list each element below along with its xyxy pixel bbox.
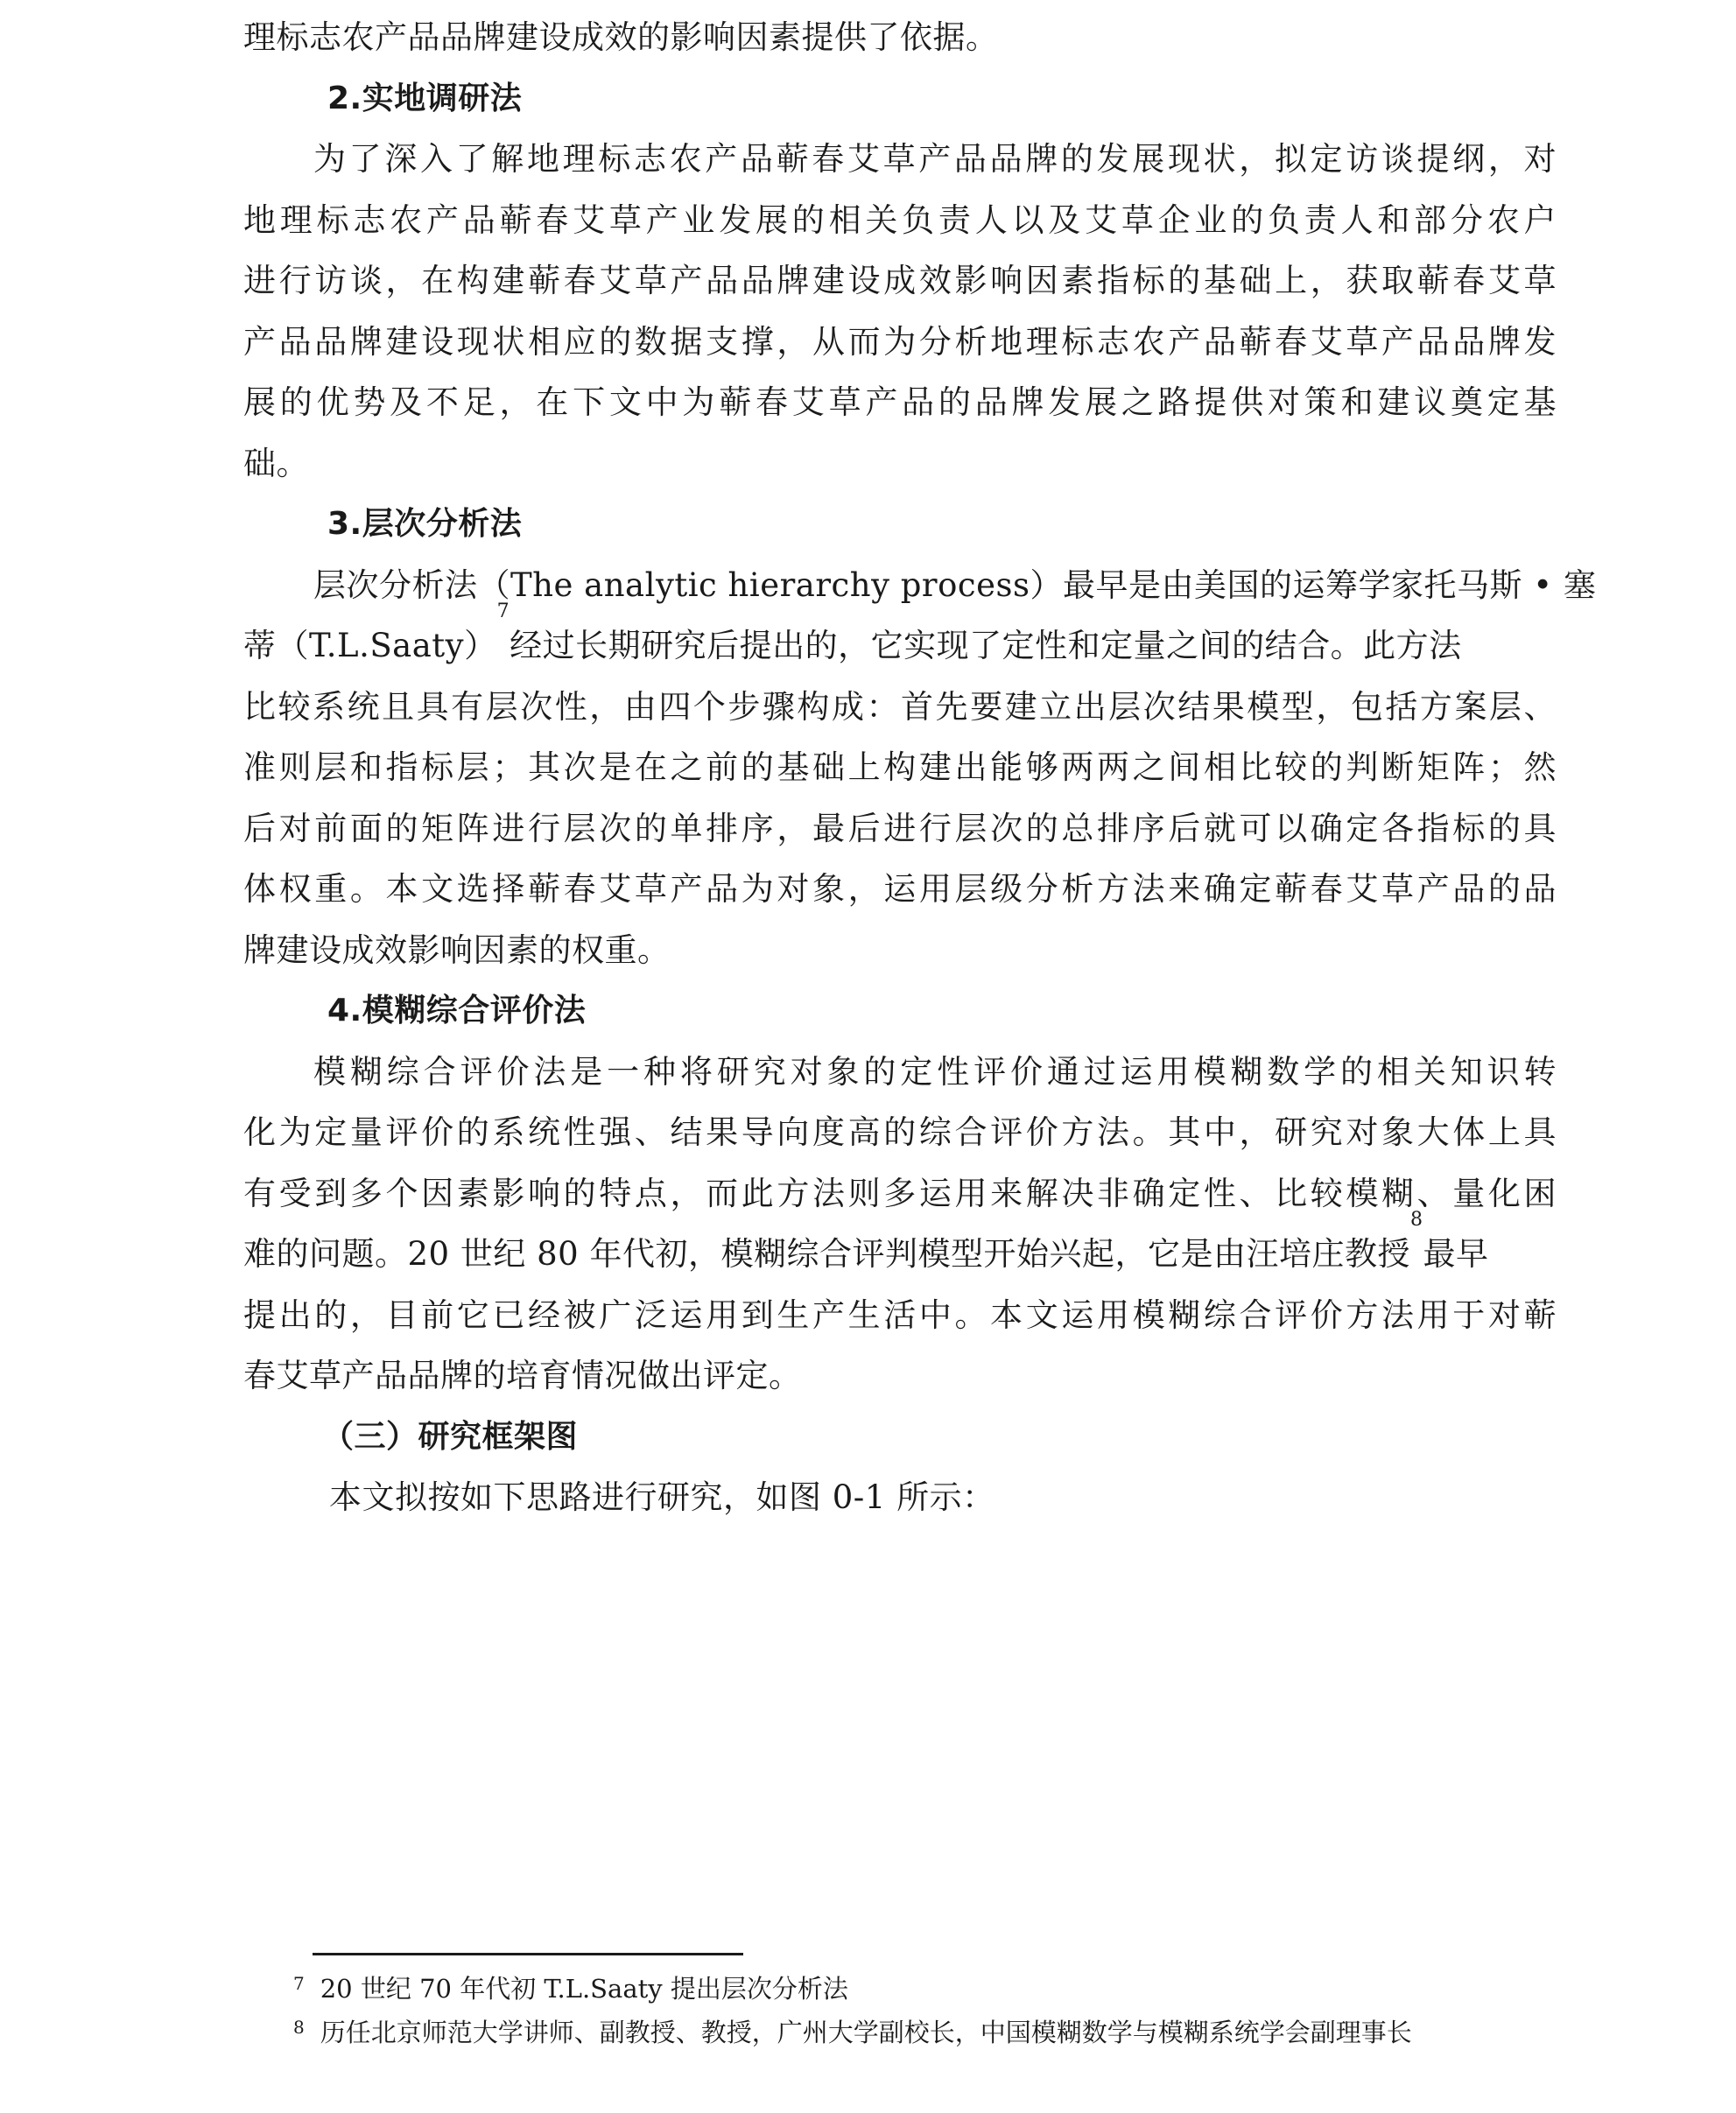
heading-ahp: 3.层次分析法 xyxy=(327,506,523,542)
paragraph-line: 层次分析法（The analytic hierarchy process）最早是由美国的运筹学家托马斯 • 塞 xyxy=(313,565,1597,604)
paragraph-line: 展的优势及不足，在下文中为蕲春艾草产品的品牌发展之路提供对策和建议奠定基 xyxy=(243,383,1557,421)
paragraph-line: 地理标志农产品蕲春艾草产业发展的相关负责人以及艾草企业的负责人和部分农户 xyxy=(243,200,1557,239)
text-span: 蒂（T.L.Saaty） xyxy=(243,627,497,664)
footnote-separator xyxy=(313,1953,743,1955)
text-span: 最早 xyxy=(1423,1235,1489,1273)
paragraph-line: 为了深入了解地理标志农产品蕲春艾草产品品牌的发展现状，拟定访谈提纲，对 xyxy=(313,140,1557,178)
paragraph-line: 化为定量评价的系统性强、结果导向度高的综合评价方法。其中，研究对象大体上具 xyxy=(243,1113,1557,1151)
body-text xyxy=(243,7,1597,1528)
footnote-7 xyxy=(293,1971,848,2006)
paragraph-line: 春艾草产品品牌的培育情况做出评定。 xyxy=(243,1357,802,1394)
footnote-8 xyxy=(293,2015,1412,2050)
paragraph-line: 提出的，目前它已经被广泛运用到生产生活中。本文运用模糊综合评价方法用于对蕲 xyxy=(243,1295,1557,1334)
paragraph-line: 进行访谈，在构建蕲春艾草产品品牌建设成效影响因素指标的基础上，获取蕲春艾草 xyxy=(243,262,1557,299)
footnote-ref-7: 7 xyxy=(496,600,510,622)
text-span: 难的问题。20 世纪 80 年代初，模糊综合评判模型开始兴起，它是由汪培庄教授 xyxy=(243,1235,1410,1273)
footnote-mark: 7 xyxy=(293,1973,305,1994)
paragraph-line: 比较系统且具有层次性，由四个步骤构成：首先要建立出层次结果模型，包括方案层、 xyxy=(243,687,1557,726)
paragraph-line: 产品品牌建设现状相应的数据支撑，从而为分析地理标志农产品蕲春艾草产品品牌发 xyxy=(243,322,1557,361)
paragraph-line: 后对前面的矩阵进行层次的单排序，最后进行层次的总排序后就可以确定各指标的具 xyxy=(243,809,1557,847)
paragraph-line: 有受到多个因素影响的特点，而此方法则多运用来解决非确定性、比较模糊、量化困 xyxy=(243,1174,1557,1212)
heading-research-framework: （三）研究框架图 xyxy=(322,1418,579,1455)
footnote-mark: 8 xyxy=(293,2017,305,2038)
paragraph-line: 模糊综合评价法是一种将研究对象的定性评价通过运用模糊数学的相关知识转 xyxy=(313,1052,1557,1091)
paragraph-line: 础。 xyxy=(243,444,309,482)
heading-field-research: 2.实地调研法 xyxy=(327,80,523,116)
paragraph-line: 牌建设成效影响因素的权重。 xyxy=(243,930,671,969)
paragraph-line xyxy=(243,1209,1557,1285)
text-span: 经过长期研究后提出的，它实现了定性和定量之间的结合。此方法 xyxy=(510,627,1462,664)
paragraph-line xyxy=(243,600,1557,677)
paragraph-line: 准则层和指标层；其次是在之前的基础上构建出能够两两之间相比较的判断矩阵；然 xyxy=(243,748,1557,786)
footnote-text: 20 世纪 70 年代初 T.L.Saaty 提出层次分析法 xyxy=(320,1974,848,2004)
footnote-text: 历任北京师范大学讲师、副教授、教授，广州大学副校长，中国模糊数学与模糊系统学会副理事长 xyxy=(320,2018,1412,2047)
paragraph-line: 本文拟按如下思路进行研究，如图 0-1 所示： xyxy=(329,1478,995,1516)
paragraph-line: 体权重。本文选择蕲春艾草产品为对象，运用层级分析方法来确定蕲春艾草产品的品 xyxy=(243,870,1557,908)
paragraph-line: 理标志农产品品牌建设成效的影响因素提供了依据。 xyxy=(243,18,999,56)
heading-fuzzy-evaluation: 4.模糊综合评价法 xyxy=(327,993,587,1028)
footnote-ref-8: 8 xyxy=(1409,1209,1423,1231)
